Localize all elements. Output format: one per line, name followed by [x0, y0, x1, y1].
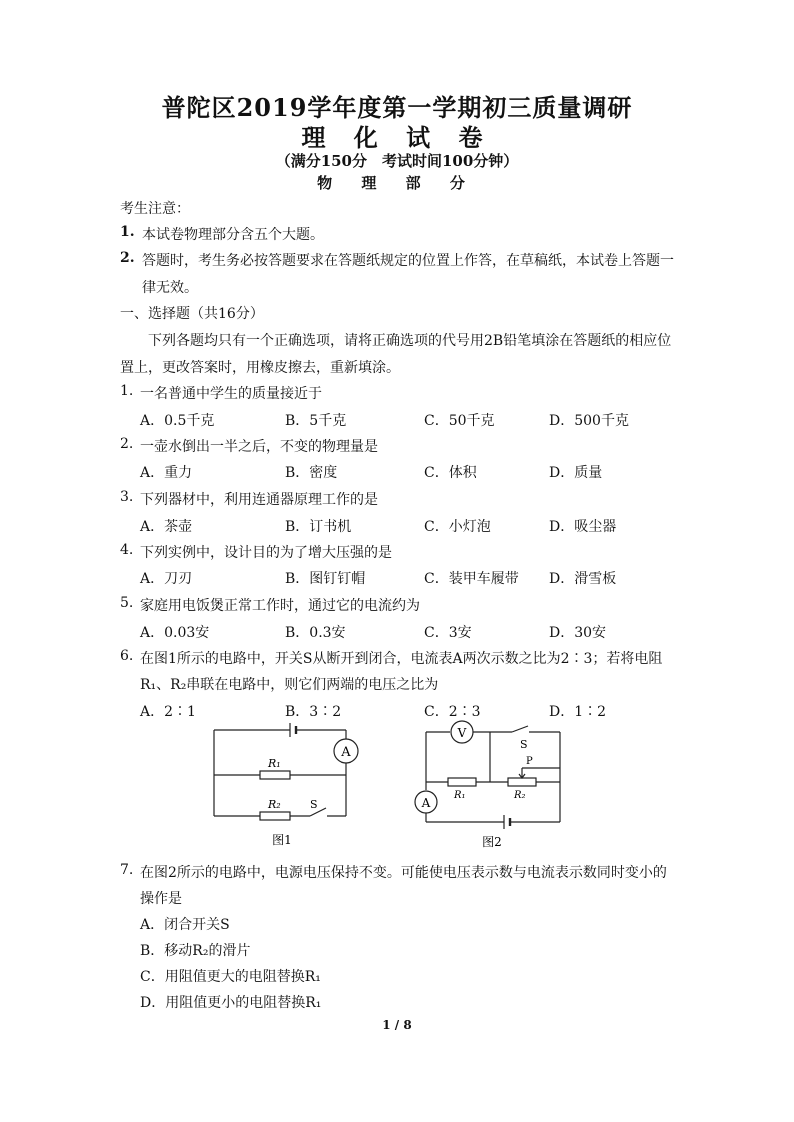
fig2-r2-label: R₂	[514, 790, 526, 801]
fig2-slider-label: P	[526, 756, 533, 767]
question-4-option-b[interactable]: B．图钉钉帽	[285, 571, 366, 587]
fig1-ammeter-label: A	[341, 745, 351, 760]
figure-1-circuit	[200, 720, 370, 850]
question-2-number: 2.	[120, 436, 134, 452]
question-3-stem: 下列器材中，利用连通器原理工作的是	[140, 492, 378, 508]
notice-item-1-number: 1.	[120, 224, 135, 240]
exam-info: （满分150分 考试时间100分钟）	[275, 152, 519, 170]
question-1-stem: 一名普通中学生的质量接近于	[140, 386, 322, 402]
question-5-stem: 家庭用电饭煲正常工作时，通过它的电流约为	[140, 598, 420, 614]
notice-item-2-line-2: 律无效。	[142, 280, 198, 296]
question-6-number: 6.	[120, 648, 134, 664]
question-2-option-c[interactable]: C．体积	[424, 465, 477, 481]
question-5-number: 5.	[120, 595, 134, 611]
question-4-option-c[interactable]: C．装甲车履带	[424, 571, 519, 587]
question-7-stem: 在图2所示的电路中，电源电压保持不变。可能使电压表示数与电流表示数同时变小的	[140, 865, 667, 881]
question-2-option-d[interactable]: D．质量	[549, 465, 603, 481]
question-1-option-b[interactable]: B．5千克	[285, 413, 347, 429]
figure-2-caption: 图2	[482, 835, 502, 849]
fig1-r1-label: R₁	[268, 757, 281, 770]
question-5-option-b[interactable]: B．0.3安	[285, 625, 346, 641]
fig2-switch-label: S	[520, 738, 528, 751]
question-5-option-c[interactable]: C．3安	[424, 625, 472, 641]
question-2-option-b[interactable]: B．密度	[285, 465, 338, 481]
question-3-option-b[interactable]: B．订书机	[285, 519, 352, 535]
notice-item-2-line-1: 答题时，考生务必按答题要求在答题纸规定的位置上作答，在草稿纸，本试卷上答题一	[142, 253, 674, 269]
switch-lever	[512, 726, 528, 732]
notice-item-2-number: 2.	[120, 250, 135, 266]
notice-heading: 考生注意：	[120, 201, 190, 217]
question-4-number: 4.	[120, 542, 134, 558]
section-title: 物 理 部 分	[317, 174, 477, 192]
notice-item-1: 本试卷物理部分含五个大题。	[142, 227, 324, 243]
question-1-number: 1.	[120, 383, 134, 399]
question-7-option-c[interactable]: C．用阻值更大的电阻替换R₁	[140, 969, 321, 985]
question-5-option-d[interactable]: D．30安	[549, 625, 607, 641]
question-7-stem-line-2: 操作是	[140, 891, 182, 907]
question-5-option-a[interactable]: A．0.03安	[140, 625, 210, 641]
question-3-option-d[interactable]: D．吸尘器	[549, 519, 617, 535]
question-1-option-d[interactable]: D．500千克	[549, 413, 629, 429]
question-6-option-a[interactable]: A．2∶1	[140, 704, 196, 720]
exam-subtitle: 理 化 试 卷	[301, 123, 493, 152]
fig2-voltmeter-label: V	[457, 726, 467, 740]
question-2-stem: 一壶水倒出一半之后，不变的物理量是	[140, 439, 378, 455]
part1-instruction-line-2: 置上，更改答案时，用橡皮擦去，重新填涂。	[120, 360, 400, 376]
question-1-option-a[interactable]: A．0.5千克	[140, 413, 215, 429]
figure-1-caption: 图1	[272, 833, 292, 847]
question-4-option-d[interactable]: D．滑雪板	[549, 571, 617, 587]
question-2-option-a[interactable]: A．重力	[140, 465, 193, 481]
question-3-option-a[interactable]: A．茶壶	[140, 519, 193, 535]
figure-2-circuit	[408, 718, 580, 852]
exam-title: 普陀区2019学年度第一学期初三质量调研	[161, 93, 633, 122]
question-3-number: 3.	[120, 489, 134, 505]
question-7-number: 7.	[120, 862, 134, 878]
question-3-option-c[interactable]: C．小灯泡	[424, 519, 491, 535]
question-7-option-d[interactable]: D．用阻值更小的电阻替换R₁	[140, 995, 322, 1011]
fig2-ammeter-label: A	[421, 796, 431, 810]
question-1-option-c[interactable]: C．50千克	[424, 413, 495, 429]
part1-heading: 一、选择题（共16分）	[120, 306, 264, 322]
part1-instruction-line-1: 下列各题均只有一个正确选项，请将正确选项的代号用2B铅笔填涂在答题纸的相应位	[148, 333, 672, 349]
fig1-r2-label: R₂	[268, 798, 281, 811]
question-6-stem-line-2: R₁、R₂串联在电路中，则它们两端的电压之比为	[140, 677, 439, 693]
page-number: 1 / 8	[382, 1018, 412, 1032]
question-4-stem: 下列实例中，设计目的为了增大压强的是	[140, 545, 392, 561]
question-6-stem: 在图1所示的电路中，开关S从断开到闭合，电流表A两次示数之比为2∶3；若将电阻	[140, 651, 663, 667]
question-4-option-a[interactable]: A．刀刃	[140, 571, 193, 587]
question-7-option-a[interactable]: A．闭合开关S	[140, 917, 230, 933]
question-6-option-d[interactable]: D．1∶2	[549, 704, 607, 720]
fig2-r1-label: R₁	[454, 790, 466, 801]
fig1-switch-label: S	[310, 798, 318, 811]
question-6-option-b[interactable]: B．3∶2	[285, 704, 342, 720]
question-6-option-c[interactable]: C．2∶3	[424, 704, 481, 720]
question-7-option-b[interactable]: B．移动R₂的滑片	[140, 943, 251, 959]
